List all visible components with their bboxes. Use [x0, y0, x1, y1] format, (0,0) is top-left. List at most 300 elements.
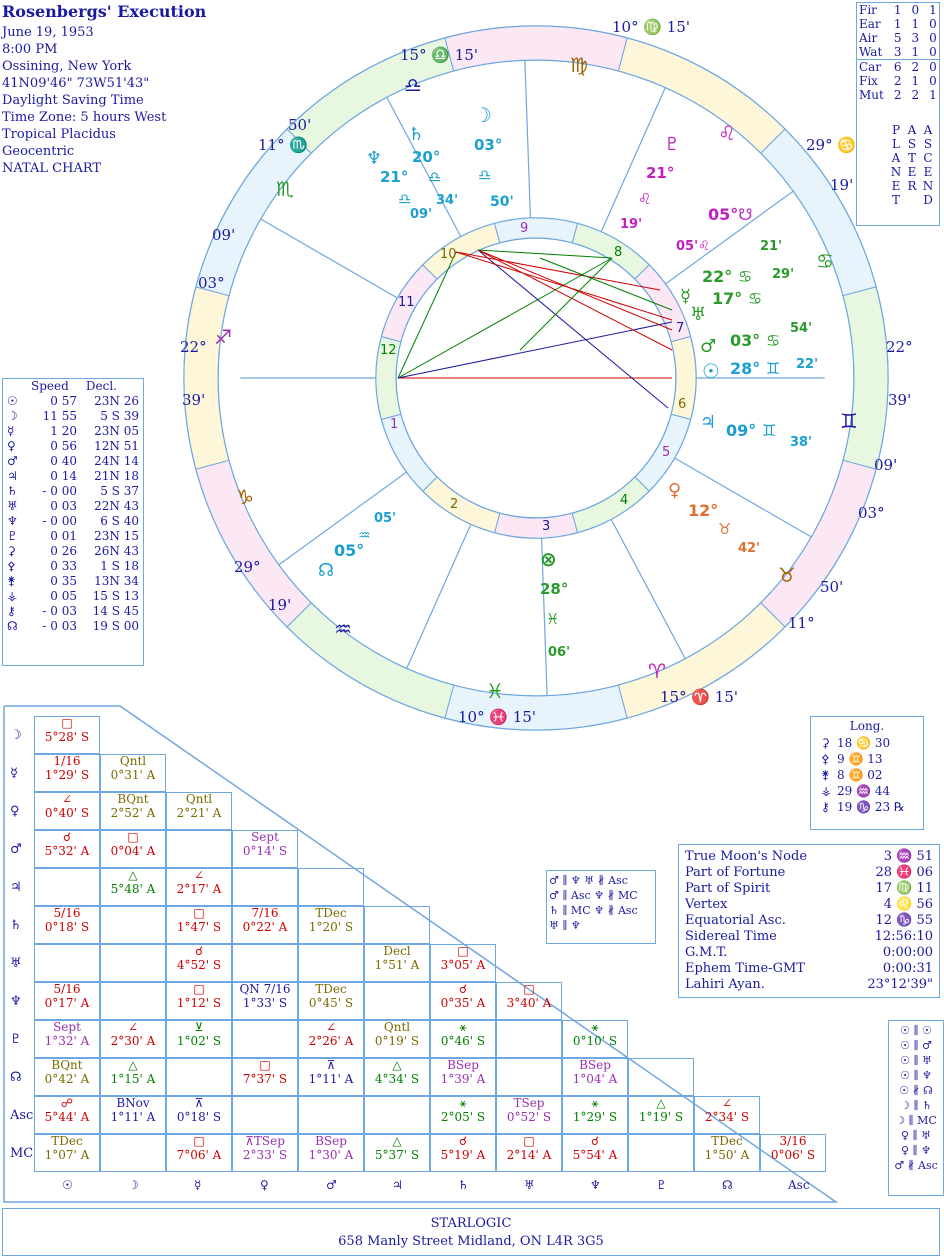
pluto-minutes: 19' — [620, 217, 643, 232]
aspect-cell — [232, 830, 298, 868]
aspect-symbol: ∠ — [721, 1096, 733, 1110]
aspect-cell — [430, 1058, 496, 1096]
header-line-0: June 19, 1953 — [2, 25, 94, 40]
aspect-cell — [232, 982, 298, 1020]
aspect-symbol: TDec — [51, 1134, 83, 1148]
aspect-cell — [430, 1134, 496, 1172]
cusp-label: 29° — [234, 558, 261, 576]
aspect-symbol: TDec — [711, 1134, 743, 1148]
aspect-symbol: □ — [193, 1134, 205, 1148]
aspect-orb: 0°04' A — [110, 844, 156, 858]
aspect-orb: 7°37' S — [242, 1072, 288, 1086]
house-number-8: 8 — [614, 245, 623, 260]
speed-value: - 0 00 — [42, 514, 77, 528]
house-number-9: 9 — [520, 221, 529, 236]
decl-value: 5 S 37 — [100, 484, 139, 498]
aspect-orb: 1°29' S — [44, 768, 90, 782]
house-number-6: 6 — [678, 397, 687, 412]
mercury-minutes: 21' — [760, 239, 783, 254]
aspect-cell — [562, 1058, 628, 1096]
aspect-orb: 0°10' S — [572, 1034, 618, 1048]
grid-row-icon: ♅ — [10, 956, 22, 971]
point-value: 3 ♒ 51 — [883, 849, 933, 864]
speed-row — [3, 574, 143, 589]
element-cell: 0 — [929, 17, 937, 31]
speed-header: Speed — [31, 379, 69, 393]
aspect-orb: 1°30' A — [308, 1148, 354, 1162]
aspect-cell — [364, 1134, 430, 1172]
decl-value: 6 S 40 — [100, 514, 139, 528]
point-value: 4 ♌ 56 — [883, 897, 933, 912]
aspect-symbol: □ — [523, 982, 535, 996]
aspect-symbol: △ — [656, 1096, 666, 1110]
aspect-cell — [34, 830, 100, 868]
footer-company: STARLOGIC — [430, 1216, 512, 1231]
aspect-symbol: △ — [392, 1134, 402, 1148]
fortune-sign-icon: ♓ — [546, 610, 560, 628]
grid-cell — [232, 944, 298, 982]
aspect-symbol: Sept — [53, 1020, 81, 1034]
northnode-degree: 05° — [334, 541, 365, 560]
decl-value: 12N 51 — [94, 439, 139, 453]
aspect-symbol: ∠ — [61, 792, 73, 806]
point-label: Sidereal Time — [685, 929, 777, 944]
speed-row — [3, 469, 143, 484]
speed-rows — [3, 394, 143, 634]
house-number-2: 2 — [450, 497, 459, 512]
speed-value: 0 03 — [50, 499, 77, 513]
speed-row — [3, 424, 143, 439]
aspect-symbol: □ — [193, 906, 205, 920]
aspect-symbol: 1/16 — [53, 754, 81, 768]
element-cell: 2 — [911, 60, 920, 74]
taurus-icon: ♉ — [778, 563, 796, 587]
house-number-4: 4 — [620, 493, 629, 508]
venus-glyph: ♀ — [668, 480, 682, 501]
planet-icon: ♂ — [7, 454, 18, 468]
aspect-cell — [298, 1058, 364, 1096]
aspect-cell — [34, 982, 100, 1020]
speed-value: 0 33 — [50, 559, 77, 573]
aspect-symbol: ☌ — [590, 1134, 600, 1148]
speed-value: 0 40 — [50, 454, 77, 468]
fortune-degree: 28° — [540, 580, 569, 598]
aspect-symbol: TSep — [513, 1096, 545, 1110]
speed-row — [3, 514, 143, 529]
aspect-cell — [100, 1096, 166, 1134]
point-value: 23°12'39" — [867, 977, 933, 992]
house-number-3: 3 — [542, 519, 551, 534]
aspect-cell — [166, 1096, 232, 1134]
cusp-label: 50' — [820, 578, 844, 596]
grid-cell — [628, 1058, 694, 1096]
grid-cell — [298, 868, 364, 906]
aspect-orb: 5°37' S — [374, 1148, 420, 1162]
moon-degree: 03° — [474, 136, 503, 154]
aspect-symbol: Qntl — [185, 792, 213, 806]
aspect-orb: 2°52' A — [110, 806, 156, 820]
planet-icon: ☊ — [7, 619, 18, 633]
aspect-symbol: Decl — [383, 944, 411, 958]
aspect-cell — [562, 1134, 628, 1172]
aspect-orb: 0°17' A — [44, 996, 90, 1010]
aspect-cell — [364, 944, 430, 982]
grid-cell — [166, 830, 232, 868]
parallel-entry: ☽ ∥ ♄ — [900, 1099, 932, 1112]
asteroid-icon: ⚵ — [821, 768, 830, 782]
planet-icon: ⚳ — [7, 544, 16, 558]
aspect-cell — [100, 1058, 166, 1096]
pisces-icon: ♓ — [486, 679, 504, 703]
point-label: Lahiri Ayan. — [685, 977, 765, 992]
cusp-label: 15° ♎ 15' — [400, 46, 479, 64]
cusp-label: 22° — [180, 338, 207, 356]
planet-icon: ☽ — [7, 409, 18, 423]
aspect-orb: 2°17' A — [176, 882, 222, 896]
grid-cell — [100, 982, 166, 1020]
element-cell: Car — [859, 60, 882, 74]
mars-glyph: ♂ — [700, 336, 717, 357]
parallel-entry: ♂ ∦ Asc — [894, 1159, 938, 1172]
aspect-cell — [232, 1058, 298, 1096]
aspect-cell — [430, 944, 496, 982]
cusp-label: 11° ♏ — [258, 136, 309, 154]
aspect-symbol: ☍ — [60, 1096, 74, 1110]
aspect-orb: 1°15' A — [110, 1072, 156, 1086]
element-vertical-label: A S C E N D — [922, 123, 934, 207]
decl-header: Decl. — [85, 379, 117, 393]
aspect-orb: 2°34' S — [704, 1110, 750, 1124]
parallel-entry: ☽ ∥ MC — [895, 1114, 937, 1127]
aspect-cell — [34, 1058, 100, 1096]
aspect-cell — [298, 982, 364, 1020]
aspect-orb: 0°45' S — [308, 996, 354, 1010]
aspect-orb: 0°19' S — [374, 1034, 420, 1048]
aspect-symbol: ⊼TSep — [245, 1134, 285, 1148]
element-cell: 0 — [929, 31, 937, 45]
aspect-cell — [496, 1096, 562, 1134]
speed-row — [3, 439, 143, 454]
aspect-orb: 1°07' A — [44, 1148, 90, 1162]
parallel-entry: ♀ ∥ ♅ — [901, 1129, 931, 1142]
point-label: Part of Spirit — [685, 881, 771, 896]
planet-icon: ⚷ — [7, 604, 16, 618]
aspect-symbol: ⚹ — [591, 1096, 599, 1110]
house-number-1: 1 — [390, 417, 399, 432]
grid-cell — [364, 906, 430, 944]
house-number-11: 11 — [398, 295, 415, 310]
speed-row — [3, 604, 143, 619]
sagittarius-icon: ♐ — [214, 325, 232, 349]
element-cell: Fix — [859, 74, 878, 88]
grid-cell — [100, 906, 166, 944]
grid-row-icon: ☊ — [10, 1070, 22, 1085]
aspect-cell — [232, 906, 298, 944]
aspect-symbol: □ — [193, 982, 205, 996]
decl-value: 23N 05 — [94, 424, 139, 438]
aspect-orb: 2°21' A — [176, 806, 222, 820]
aspect-symbol: △ — [128, 1058, 138, 1072]
point-value: 12 ♑ 55 — [875, 913, 933, 928]
aspect-orb: 0°40' S — [44, 806, 90, 820]
aspect-symbol: ⊼ — [194, 1096, 204, 1110]
footer — [2, 1208, 940, 1256]
point-label: Part of Fortune — [685, 865, 786, 880]
northnode-glyph: ☊ — [318, 560, 334, 581]
cancer-icon: ♋ — [816, 249, 834, 273]
aspect-cell — [562, 1020, 628, 1058]
aspect-symbol: ⚹ — [459, 1096, 467, 1110]
grid-row-icon: ☿ — [10, 766, 18, 781]
aspect-symbol: BQnt — [117, 792, 149, 806]
grid-col-icon: ♃ — [392, 1178, 403, 1192]
aspect-cell — [562, 1096, 628, 1134]
northnode-minutes: 05' — [374, 511, 397, 526]
aspect-orb: 2°14' A — [506, 1148, 552, 1162]
planet-icon: ♅ — [7, 499, 18, 513]
speed-row — [3, 484, 143, 499]
sun-degree: 28° ♊ — [730, 359, 781, 378]
cusp-label: 22° — [886, 338, 913, 356]
element-cell: 1 — [911, 17, 920, 31]
planet-icon: ☉ — [7, 394, 18, 408]
neptune-sign-icon: ♎ — [398, 190, 412, 208]
element-cell: 1 — [911, 74, 920, 88]
aspect-orb: 5°32' A — [44, 844, 90, 858]
aspect-symbol: TDec — [315, 982, 347, 996]
aspect-symbol: ☌ — [458, 982, 468, 996]
aspect-symbol: □ — [127, 830, 139, 844]
uranus-minutes: 29' — [772, 267, 795, 282]
aspect-cell — [166, 944, 232, 982]
element-cell: Fir — [859, 3, 877, 17]
mercury-degree: 22° ♋ — [702, 267, 753, 286]
aspect-symbol: BNov — [116, 1096, 150, 1110]
aspect-orb: 1°11' A — [308, 1072, 354, 1086]
parallel-entry: ♀ ∥ ♆ — [901, 1144, 931, 1157]
aspect-cell — [34, 792, 100, 830]
northnode-sign-icon: ♒ — [358, 528, 371, 544]
aspect-cell — [34, 754, 100, 792]
aspect-cell — [100, 868, 166, 906]
element-cell: 5 — [893, 31, 902, 45]
aspect-symbol: TDec — [315, 906, 347, 920]
aspect-orb: 7°06' A — [176, 1148, 222, 1162]
aspect-cell — [430, 982, 496, 1020]
aspect-orb: 5°48' A — [110, 882, 156, 896]
mars-degree: 03° ♋ — [730, 331, 781, 350]
grid-cell — [100, 944, 166, 982]
uranus-glyph: ♅ — [690, 304, 707, 325]
aspect-cell — [100, 1020, 166, 1058]
aspect-orb: 1°33' S — [242, 996, 288, 1010]
jupiter-glyph: ♃ — [700, 412, 717, 433]
neptune-minutes: 09' — [410, 207, 433, 222]
speed-value: 0 57 — [50, 394, 77, 408]
saturn-minutes: 34' — [436, 193, 459, 208]
speed-value: 0 05 — [50, 589, 77, 603]
aspect-symbol: ∠ — [325, 1020, 337, 1034]
grid-row-icon: MC — [10, 1146, 34, 1161]
cusp-label: 19' — [268, 596, 292, 614]
aspect-cell — [100, 754, 166, 792]
aspect-symbol: □ — [457, 944, 469, 958]
aspect-cell — [694, 1134, 760, 1172]
planet-icon: ♃ — [7, 469, 18, 483]
neptune-glyph: ♆ — [366, 148, 383, 169]
element-cell: 1 — [929, 3, 937, 17]
aspect-cell — [34, 906, 100, 944]
decl-value: 5 S 39 — [100, 409, 139, 423]
aspect-cell — [760, 1134, 826, 1172]
cusp-label: 11° — [788, 614, 815, 632]
aspect-cell — [430, 1020, 496, 1058]
decl-value: 19 S 00 — [92, 619, 139, 633]
planet-icon: ⚶ — [7, 589, 18, 603]
aspect-symbol: ∠ — [193, 868, 205, 882]
parallel-entry: ♂ ∥ ♆ ♅ ∦ Asc — [549, 874, 628, 887]
scorpio-icon: ♏ — [276, 177, 294, 201]
aspect-cell — [100, 830, 166, 868]
cusp-label: 10° ♓ 15' — [458, 708, 537, 726]
house-number-10: 10 — [440, 247, 457, 262]
node-minutes: 05'♌ — [676, 239, 710, 254]
aspect-symbol: △ — [392, 1058, 402, 1072]
aspect-cell — [166, 982, 232, 1020]
element-cell: Mut — [859, 88, 884, 102]
jupiter-degree: 09° ♊ — [726, 421, 777, 440]
parallel-entry: ♂ ∥ Asc ♆ ∦ MC — [549, 889, 638, 902]
venus-degree: 12° — [688, 501, 719, 520]
aspect-cell — [496, 982, 562, 1020]
speed-value: - 0 03 — [42, 619, 77, 633]
grid-cell — [232, 868, 298, 906]
aspect-symbol: △ — [128, 868, 138, 882]
aspect-orb: 5°28' S — [44, 730, 90, 744]
grid-col-icon: ♄ — [458, 1178, 469, 1192]
longitude-value: 8 ♊ 02 — [837, 768, 883, 782]
venus-sign-icon: ♉ — [718, 520, 732, 538]
grid-cell — [298, 944, 364, 982]
aspect-symbol: ☌ — [62, 830, 72, 844]
pluto-glyph: ♇ — [664, 134, 681, 155]
grid-row-icon: ☽ — [10, 728, 22, 743]
grid-cell — [298, 1096, 364, 1134]
cusp-label: 15° ♈ 15' — [660, 688, 739, 706]
element-cell: 0 — [929, 74, 937, 88]
aspect-symbol: 5/16 — [53, 906, 81, 920]
aspect-symbol: ☌ — [458, 1134, 468, 1148]
grid-col-icon: ♆ — [590, 1178, 601, 1192]
aspect-cell — [34, 1020, 100, 1058]
speed-value: 0 26 — [50, 544, 77, 558]
capricorn-icon: ♑ — [236, 485, 254, 509]
speed-value: 0 01 — [50, 529, 77, 543]
header-line-5: Time Zone: 5 hours West — [2, 110, 167, 125]
moon-glyph: ☽ — [474, 103, 492, 127]
aspect-orb: 3°40' A — [506, 996, 552, 1010]
aspect-orb: 0°06' S — [770, 1148, 816, 1162]
grid-col-icon: ☊ — [722, 1178, 733, 1192]
grid-row-icon: Asc — [10, 1108, 34, 1123]
decl-value: 13N 34 — [94, 574, 139, 588]
grid-col-icon: ☉ — [62, 1178, 73, 1192]
header-line-8: NATAL CHART — [2, 161, 102, 176]
cusp-label: 03° — [858, 504, 885, 522]
element-cell: 2 — [911, 88, 920, 102]
uranus-degree: 17° ♋ — [712, 289, 763, 308]
aspect-symbol: □ — [523, 1134, 535, 1148]
speed-value: - 0 00 — [42, 484, 77, 498]
decl-value: 24N 14 — [94, 454, 139, 468]
aries-icon: ♈ — [648, 659, 666, 683]
grid-col-icon: ♅ — [524, 1178, 535, 1192]
grid-row-icon: ♆ — [10, 994, 22, 1009]
cusp-label: 19' — [830, 176, 854, 194]
asteroid-icon: ⚴ — [821, 752, 830, 766]
grid-row-icon: ♂ — [10, 842, 22, 857]
house-number-12: 12 — [380, 343, 397, 358]
mars-minutes: 54' — [790, 321, 813, 336]
aspect-cell — [166, 906, 232, 944]
longitude-value: 29 ♒ 44 — [837, 784, 891, 798]
cusp-label: 29° ♋ — [806, 136, 857, 154]
speed-value: 11 55 — [42, 409, 77, 423]
header-line-2: Ossining, New York — [2, 59, 132, 74]
aspect-cell — [166, 868, 232, 906]
aspect-orb: 3°05' A — [440, 958, 486, 972]
grid-col-icon: ♀ — [260, 1178, 269, 1192]
decl-value: 23N 15 — [94, 529, 139, 543]
cusp-label: 10° ♍ 15' — [612, 18, 691, 36]
decl-value: 15 S 13 — [92, 589, 139, 603]
speed-value: - 0 03 — [42, 604, 77, 618]
cusp-label: 39' — [888, 391, 912, 409]
grid-col-icon: Asc — [788, 1178, 810, 1192]
aspect-orb: 0°46' S — [440, 1034, 486, 1048]
grid-cell — [34, 944, 100, 982]
grid-cell — [364, 1096, 430, 1134]
element-cell: 0 — [911, 3, 920, 17]
header-line-4: Daylight Saving Time — [2, 93, 144, 108]
longitudes-title: Long. — [849, 719, 885, 733]
aspect-cell — [364, 1020, 430, 1058]
aspect-orb: 1°32' A — [44, 1034, 90, 1048]
aspect-orb: 0°35' A — [440, 996, 486, 1010]
aspect-orb: 0°42' A — [44, 1072, 90, 1086]
aspect-orb: 1°02' S — [176, 1034, 222, 1048]
grid-col-icon: ☿ — [194, 1178, 202, 1192]
header-line-3: 41N09'46" 73W51'43" — [2, 76, 150, 91]
element-cell: 3 — [911, 31, 920, 45]
point-value: 17 ♍ 11 — [875, 881, 933, 896]
aspect-orb: 1°20' S — [308, 920, 354, 934]
aspect-orb: 1°50' A — [704, 1148, 750, 1162]
aspect-symbol: 7/16 — [251, 906, 279, 920]
sun-minutes: 22' — [796, 357, 819, 372]
aspect-orb: 2°30' A — [110, 1034, 156, 1048]
aspect-symbol: BQnt — [51, 1058, 83, 1072]
aspect-cell — [496, 1134, 562, 1172]
aspect-symbol: □ — [61, 716, 73, 730]
aspect-cell — [628, 1096, 694, 1134]
speed-row — [3, 589, 143, 604]
element-cell: 3 — [893, 45, 902, 59]
sun-glyph: ☉ — [702, 359, 720, 383]
pluto-degree: 21° — [646, 164, 675, 182]
gemini-icon: ♊ — [840, 409, 858, 433]
chart-title: Rosenbergs' Execution — [2, 2, 207, 21]
